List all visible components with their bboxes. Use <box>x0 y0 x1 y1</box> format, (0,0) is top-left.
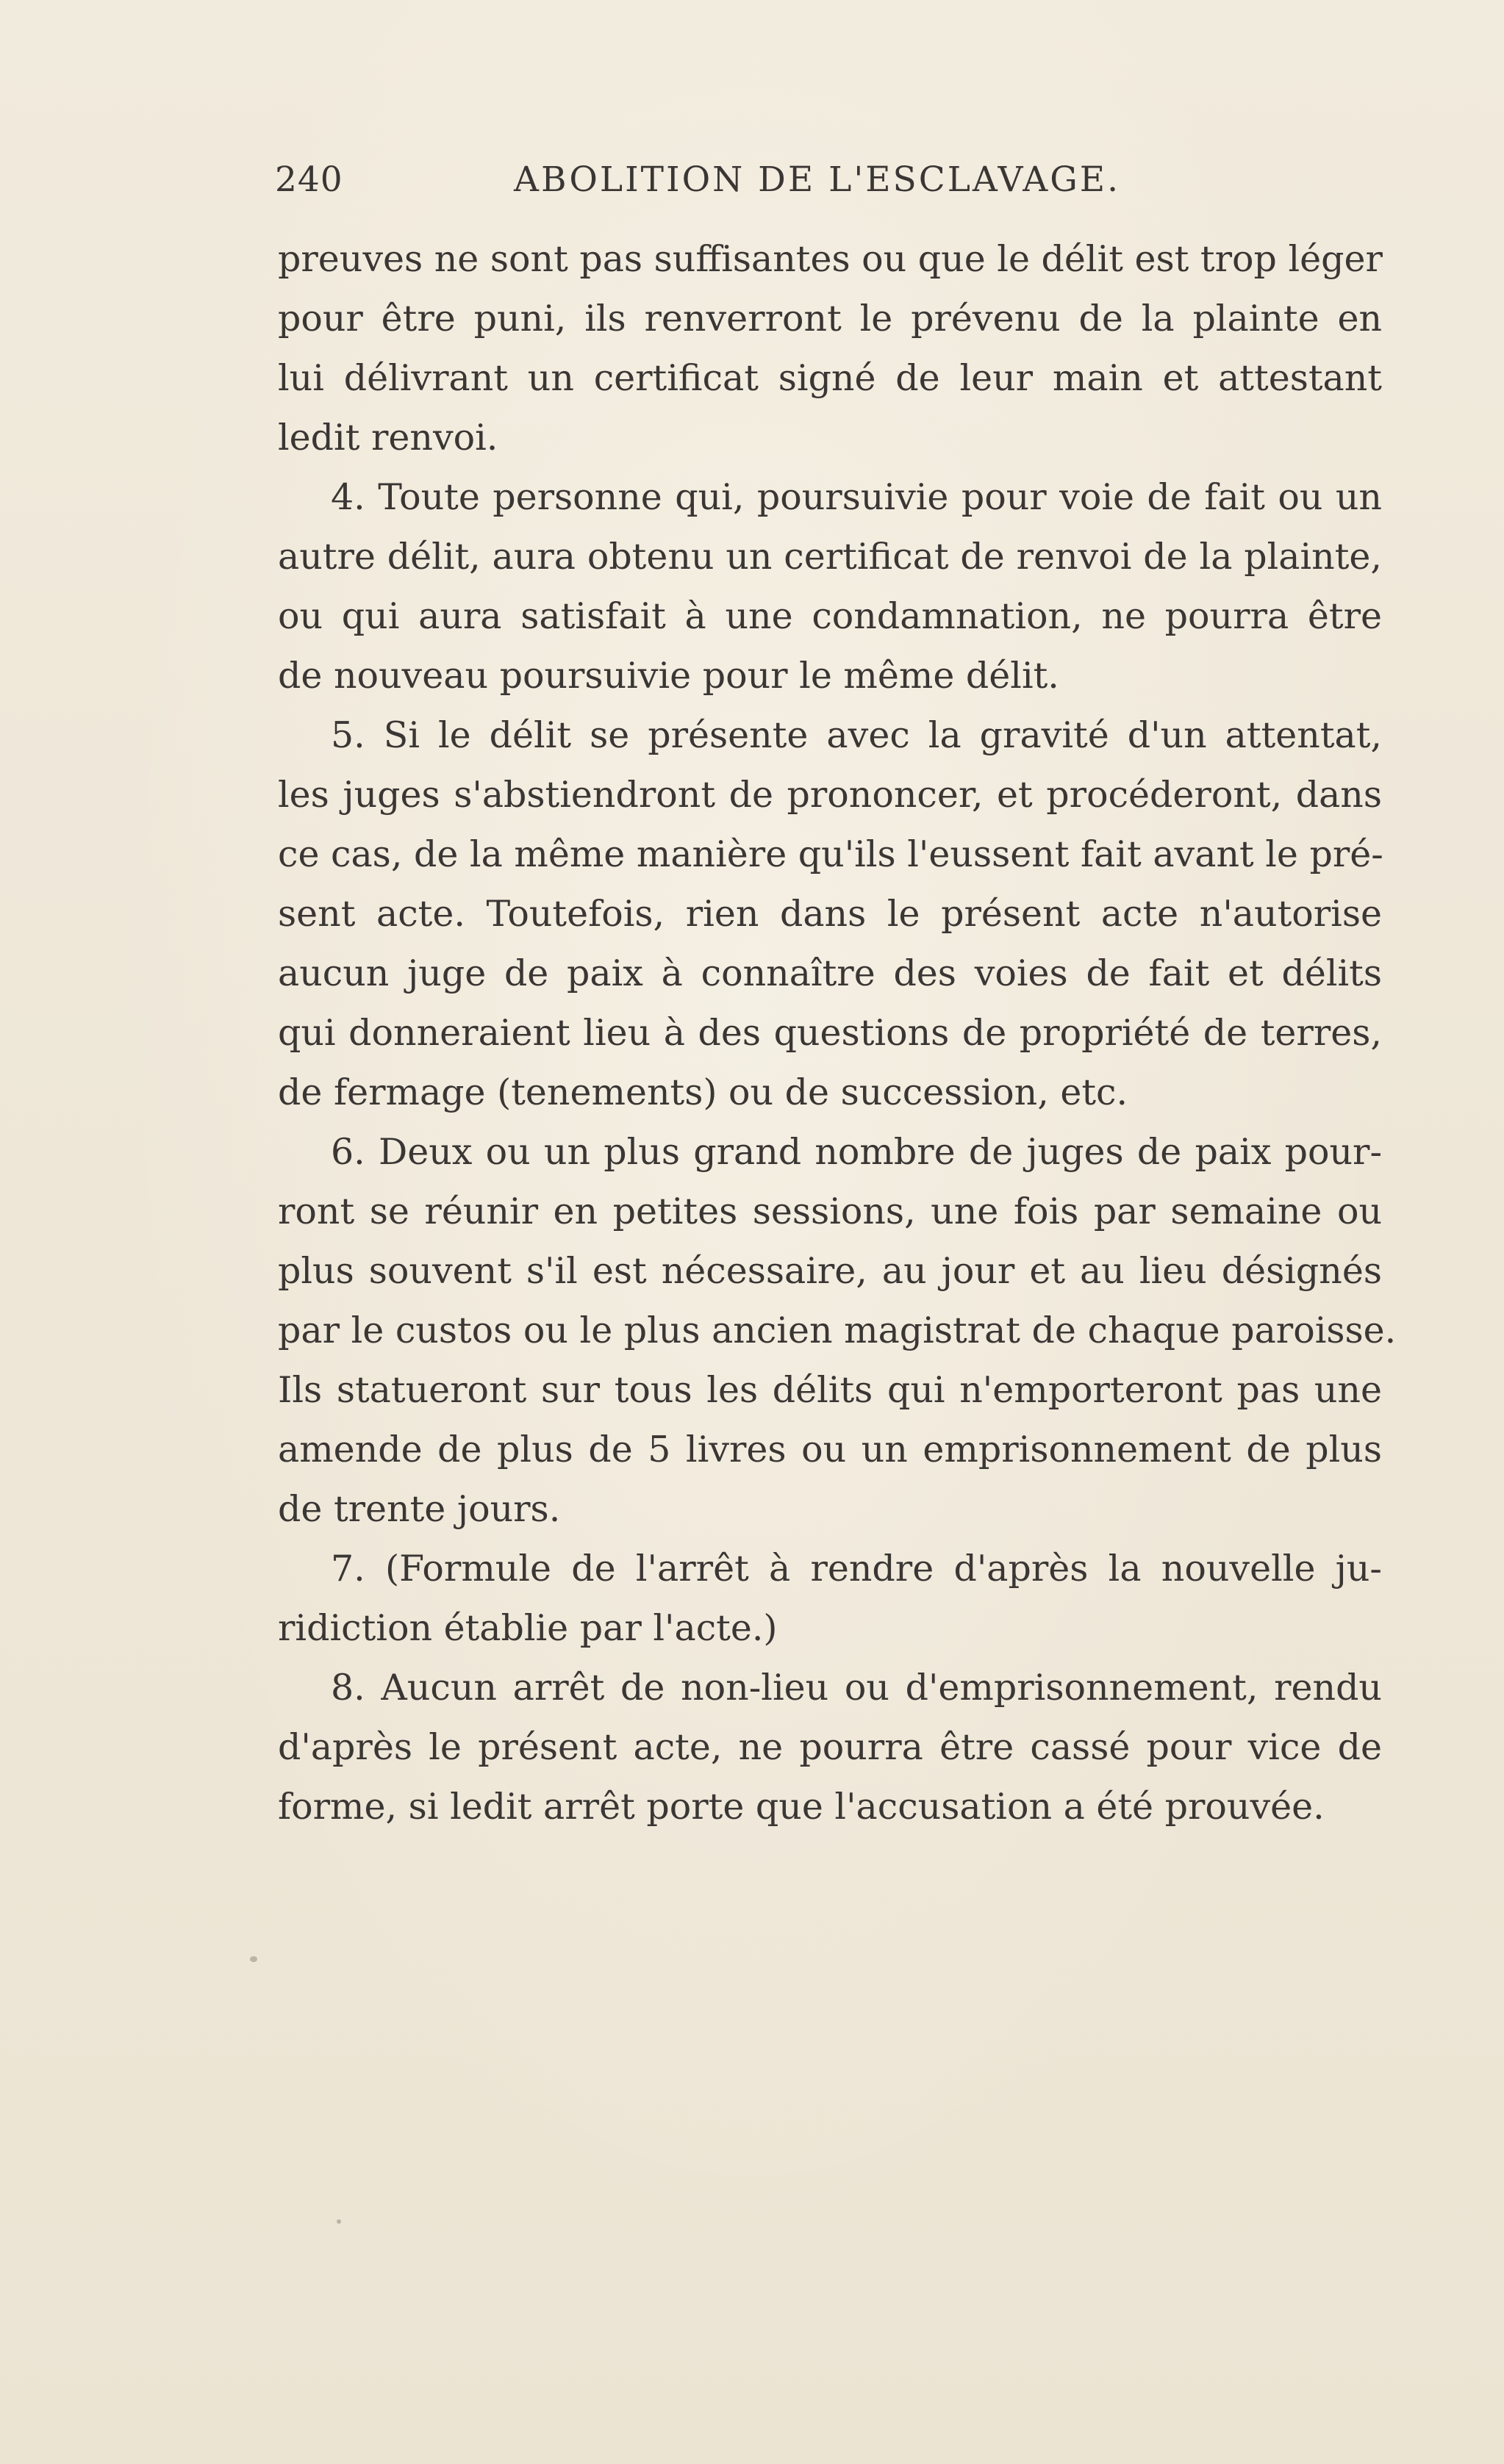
text-line: ront se réunir en petites sessions, une fois par semaine ou <box>278 1190 1382 1232</box>
text-line: de trente jours. <box>278 1488 561 1530</box>
text-line: de nouveau poursuivie pour le même délit. <box>278 655 1059 697</box>
text-line: ledit renvoi. <box>278 417 498 459</box>
text-line: de fermage (tenements) ou de succession, etc. <box>278 1071 1128 1113</box>
text-line: autre délit, aura obtenu un certificat de renvoi de la plainte, <box>278 536 1382 578</box>
text-line: sent acte. Toutefois, rien dans le présent acte n'autorise <box>278 893 1382 935</box>
text-line: ridiction établie par l'acte.) <box>278 1607 778 1649</box>
text-line: plus souvent s'il est nécessaire, au jour et au lieu désignés <box>278 1250 1382 1292</box>
paper-speck <box>337 2219 341 2224</box>
page-header <box>275 154 1385 206</box>
article-8-start: 8. Aucun arrêt de non-lieu ou d'emprisonnement, rendu <box>331 1667 1382 1709</box>
text-line: amende de plus de 5 livres ou un emprisonnement de plus <box>278 1429 1382 1470</box>
text-line: preuves ne sont pas suffisantes ou que le délit est trop léger <box>278 238 1383 280</box>
page-number: 240 <box>275 159 343 200</box>
body-text <box>278 229 1397 1836</box>
text-line: lui délivrant un certificat signé de leur main et attestant <box>278 357 1382 399</box>
article-5-start: 5. Si le délit se présente avec la gravité d'un attentat, <box>331 714 1382 756</box>
article-6-start: 6. Deux ou un plus grand nombre de juges de paix pour- <box>331 1131 1382 1173</box>
article-4-start: 4. Toute personne qui, poursuivie pour voie de fait ou un <box>331 476 1382 518</box>
text-line: Ils statueront sur tous les délits qui n'emporteront pas une <box>278 1369 1382 1411</box>
text-line: aucun juge de paix à connaître des voies de fait et délits <box>278 952 1382 994</box>
text-line: pour être puni, ils renverront le prévenu de la plainte en <box>278 298 1382 340</box>
paper-speck <box>250 1956 257 1962</box>
running-title: ABOLITION DE L'ESCLAVAGE. <box>514 159 1121 200</box>
article-7-start: 7. (Formule de l'arrêt à rendre d'après la nouvelle ju- <box>331 1548 1382 1590</box>
text-line: ce cas, de la même manière qu'ils l'eussent fait avant le pré- <box>278 833 1383 875</box>
text-line: forme, si ledit arrêt porte que l'accusation a été prouvée. <box>278 1786 1325 1828</box>
text-line: d'après le présent acte, ne pourra être cassé pour vice de <box>278 1726 1382 1768</box>
text-line: par le custos ou le plus ancien magistrat de chaque paroisse. <box>278 1310 1397 1351</box>
text-line: ou qui aura satisfait à une condamnation, ne pourra être <box>278 595 1382 637</box>
text-line: les juges s'abstiendront de prononcer, et procéderont, dans <box>278 774 1382 816</box>
text-line: qui donneraient lieu à des questions de propriété de terres, <box>278 1012 1382 1054</box>
